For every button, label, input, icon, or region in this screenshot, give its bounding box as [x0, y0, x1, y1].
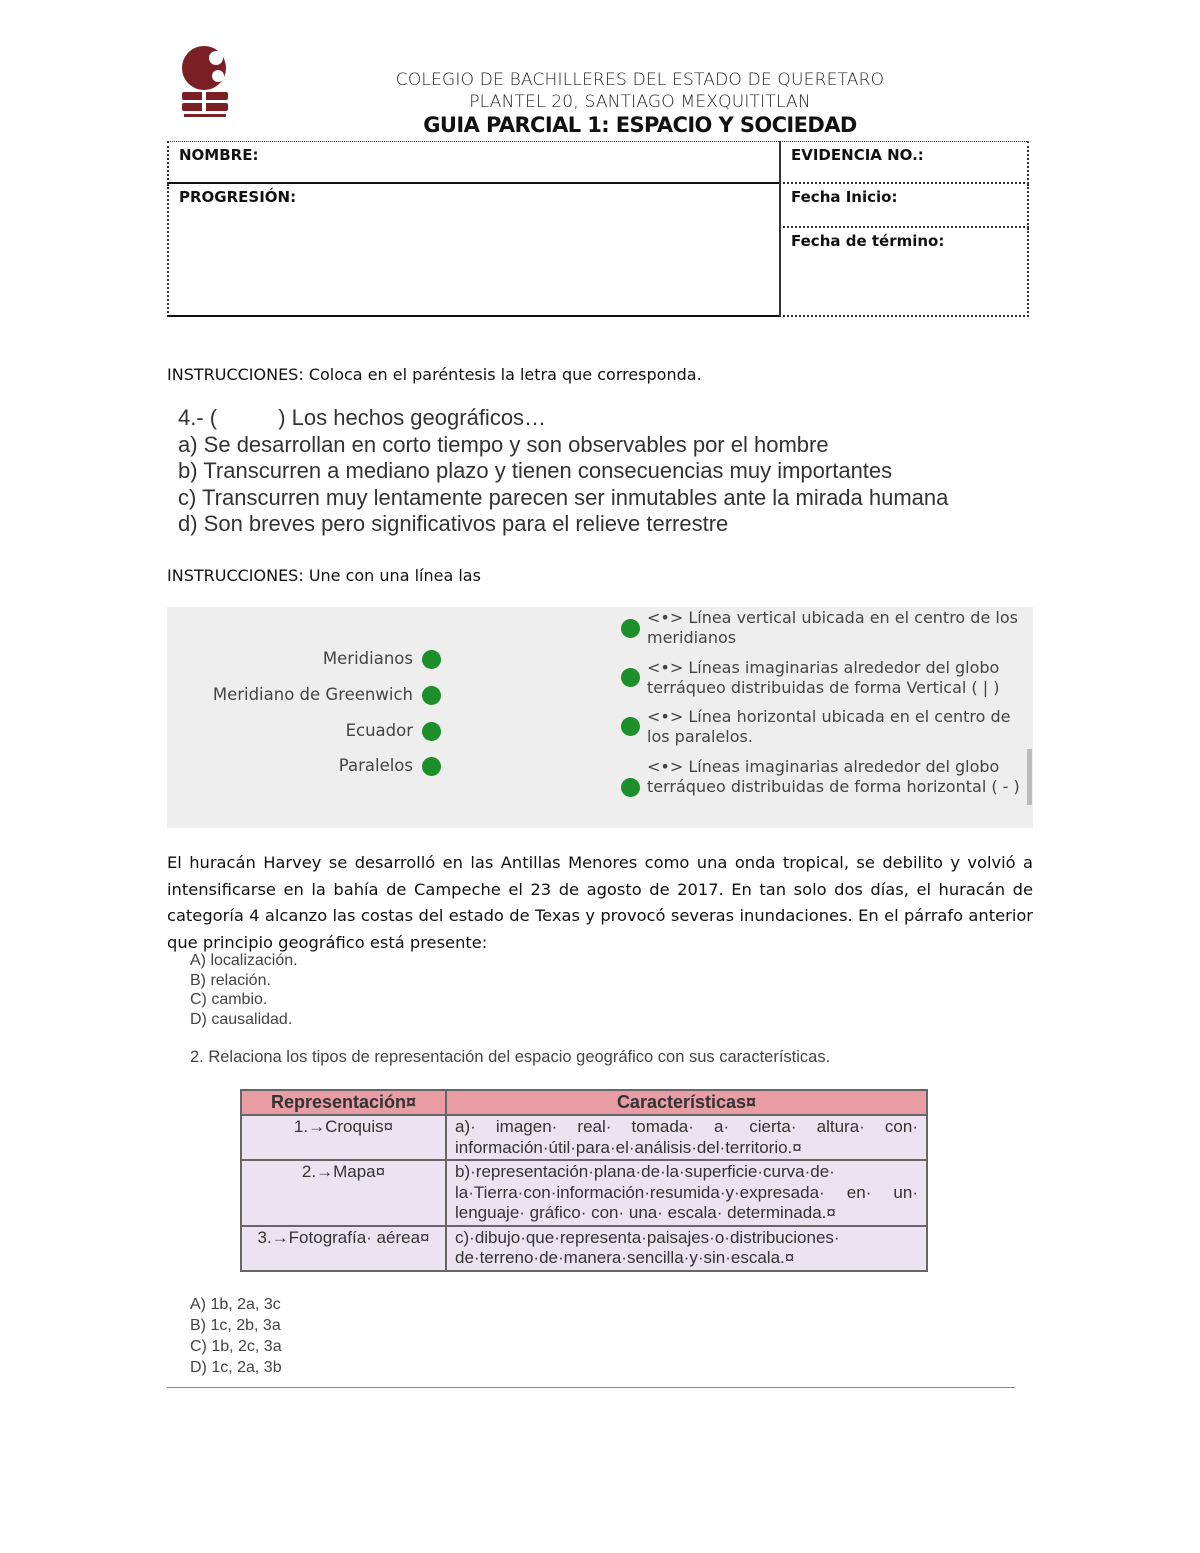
bottom-divider: [167, 1387, 1015, 1388]
harvey-option: B) relación.: [190, 972, 271, 989]
question-4-option: b) Transcurren a mediano plazo y tienen consecuencias muy importantes: [178, 458, 893, 483]
description-connector-dot[interactable]: [621, 668, 640, 687]
question-4-option: a) Se desarrollan en corto tiempo y son observables por el hombre: [178, 431, 829, 457]
harvey-option: C) cambio.: [190, 991, 268, 1008]
term-ecuador: Ecuador: [345, 721, 413, 740]
term-paralelos: Paralelos: [338, 756, 413, 775]
term-connector-dot[interactable]: [422, 650, 441, 669]
description-connector-dot[interactable]: [621, 778, 640, 797]
campus-name: PLANTEL 20, SANTIAGO MEXQUITITLAN: [469, 92, 811, 112]
table-row: [241, 1160, 927, 1226]
description-item: <•> Línea horizontal ubicada en el centro de los paralelos.: [647, 707, 1011, 746]
start-date-label: Fecha Inicio:: [791, 188, 898, 206]
table-header-row: [241, 1090, 927, 1115]
start-date-field[interactable]: [779, 184, 1029, 228]
name-label: NOMBRE:: [179, 146, 259, 164]
term-greenwich: Meridiano de Greenwich: [212, 685, 413, 704]
document-title: GUIA PARCIAL 1: ESPACIO Y SOCIEDAD: [423, 113, 857, 137]
instructions-matching: INSTRUCCIONES: Une con una línea las: [167, 566, 481, 585]
term-connector-dot[interactable]: [422, 722, 441, 741]
question-2-option: A) 1b, 2a, 3c: [190, 1296, 281, 1313]
question-4-option: c) Transcurren muy lentamente parecen ser inmutables ante la mirada humana: [178, 484, 949, 510]
progression-label: PROGRESIÓN:: [179, 188, 297, 206]
description-connector-dot[interactable]: [621, 717, 640, 736]
term-connector-dot[interactable]: [422, 686, 441, 705]
harvey-option: A) localización.: [190, 952, 298, 969]
table-row: [241, 1226, 927, 1271]
end-date-label: Fecha de término:: [791, 232, 945, 250]
term-meridianos: Meridianos: [322, 649, 413, 668]
question-4: [178, 405, 948, 538]
question-2-option: B) 1c, 2b, 3a: [190, 1317, 281, 1334]
table-cell: a)· imagen· real· tomada· a· cierta· altura· con· información·útil·para·el·análisis·del·territorio.¤: [446, 1115, 927, 1160]
progression-field[interactable]: [167, 184, 779, 317]
end-date-field[interactable]: [779, 228, 1029, 317]
question-4-stem: 4.- ( ) Los hechos geográficos…: [178, 405, 547, 430]
representation-table: [240, 1089, 928, 1272]
question-2-stem: 2. Relaciona los tipos de representación del espacio geográfico con sus características.: [190, 1048, 831, 1066]
column-header: Características¤: [446, 1090, 927, 1115]
instructions-parenthesis: INSTRUCCIONES: Coloca en el paréntesis la letra que corresponda.: [167, 365, 702, 384]
school-logo-icon: [180, 44, 232, 120]
harvey-paragraph: El huracán Harvey se desarrolló en las Antillas Menores como una onda tropical, se debilito y volvió a intensificarse en la bahía de Campeche el 23 de agosto de 2017. En tan solo dos días, el huracán de categoría 4 alcanzo las costas del estado de Texas y provocó severas inundaciones. En el párrafo anterior que principio geográfico está presente:: [167, 853, 1033, 952]
description-item: <•> Líneas imaginarias alrededor del globo terráqueo distribuidas de forma horizontal ( - ): [647, 757, 1020, 796]
student-info-box: [167, 141, 1029, 317]
question-2-option: C) 1b, 2c, 3a: [190, 1338, 282, 1355]
table-cell: 3.→Fotografía· aérea¤: [241, 1226, 446, 1271]
harvey-option: D) causalidad.: [190, 1011, 293, 1028]
table-row: [241, 1115, 927, 1160]
table-cell: 1.→Croquis¤: [241, 1115, 446, 1160]
panel-scrollbar[interactable]: [1027, 749, 1032, 805]
description-item: <•> Líneas imaginarias alrededor del globo terráqueo distribuidas de forma Vertical ( | ): [647, 658, 1000, 697]
column-header: Representación¤: [241, 1090, 446, 1115]
table-cell: b)·representación·plana·de·la·superficie·curva·de· la·Tierra·con·información·resumida·y·expresada· en· un· lenguaje· gráfico· con· una· escala· determinada.¤: [446, 1160, 927, 1226]
question-2-option: D) 1c, 2a, 3b: [190, 1359, 282, 1376]
evidence-field[interactable]: [779, 141, 1029, 184]
school-name: COLEGIO DE BACHILLERES DEL ESTADO DE QUERETARO: [395, 70, 885, 90]
matching-panel: [167, 607, 1033, 828]
evidence-label: EVIDENCIA NO.:: [791, 146, 924, 164]
table-cell: 2.→Mapa¤: [241, 1160, 446, 1226]
name-field[interactable]: [167, 141, 779, 184]
question-4-option: d) Son breves pero significativos para el relieve terrestre: [178, 511, 729, 536]
description-connector-dot[interactable]: [621, 619, 640, 638]
description-item: <•> Línea vertical ubicada en el centro de los meridianos: [647, 608, 1018, 647]
term-connector-dot[interactable]: [422, 757, 441, 776]
table-cell: c)·dibujo·que·representa·paisajes·o·distribuciones· de·terreno·de·manera·sencilla·y·sin·escala.¤: [446, 1226, 927, 1271]
